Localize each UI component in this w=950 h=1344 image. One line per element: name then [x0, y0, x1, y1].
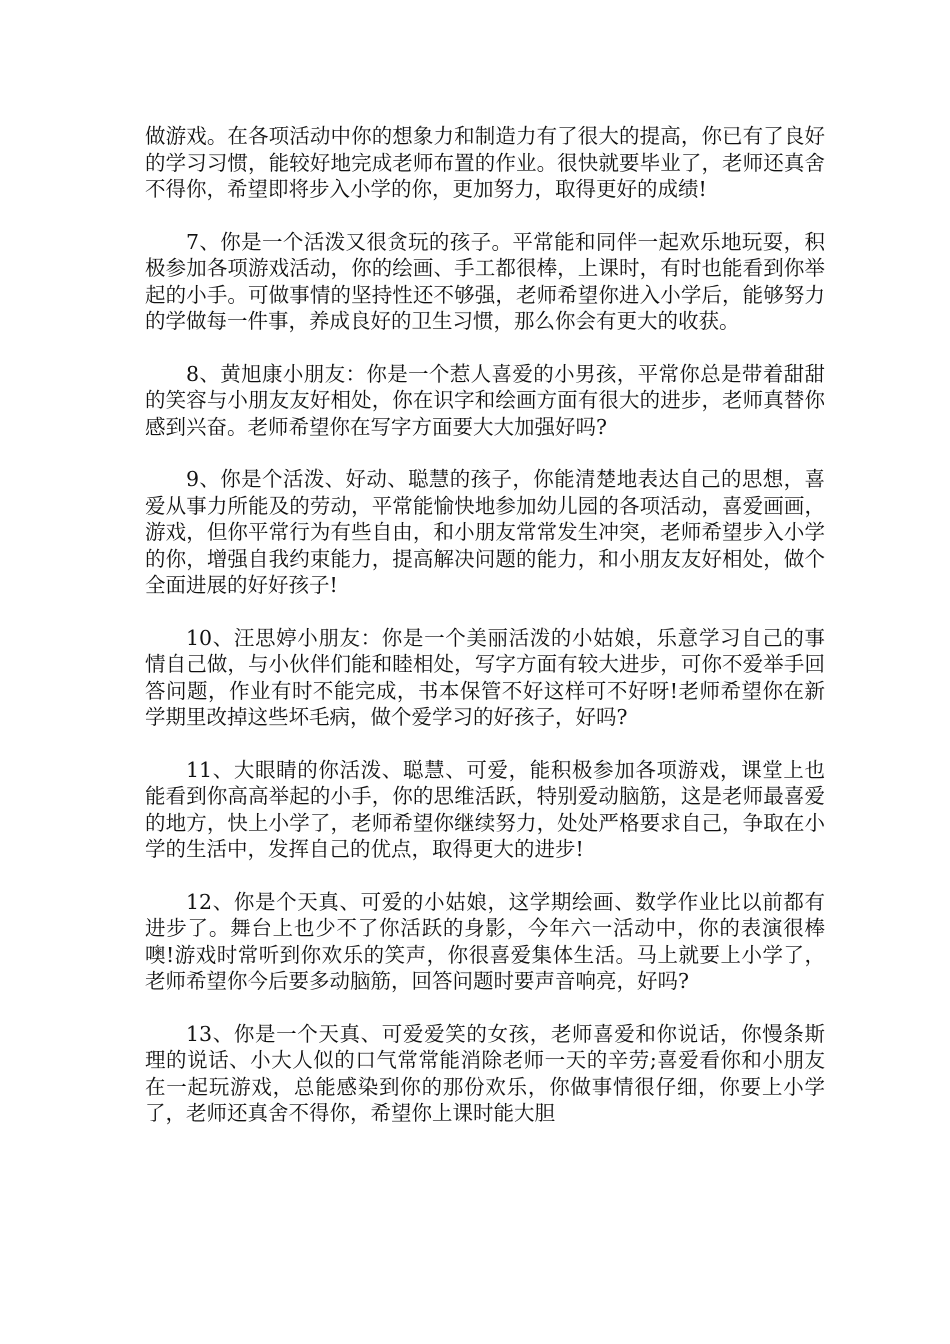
- paragraph-7: 7、你是一个活泼又很贪玩的孩子。平常能和同伴一起欢乐地玩耍，积极参加各项游戏活动，你的绘画、手工都很棒，上课时，有时也能看到你举起的小手。可做事情的坚持性还不够强，老师希望你进入小学后，能够努力的学做每一件事，养成良好的卫生习惯，那么你会有更大的收获。: [145, 229, 825, 333]
- document-body: [145, 123, 825, 1153]
- paragraph-8: 8、黄旭康小朋友：你是一个惹人喜爱的小男孩，平常你总是带着甜甜的笑容与小朋友友好相处，你在识字和绘画方面有很大的进步，老师真替你感到兴奋。老师希望你在写字方面要大大加强好吗?: [145, 361, 825, 439]
- paragraph-10: 10、汪思婷小朋友：你是一个美丽活泼的小姑娘，乐意学习自己的事情自己做，与小伙伴们能和睦相处，写字方面有较大进步，可你不爱举手回答问题，作业有时不能完成，书本保管不好这样可不好呀!老师希望你在新学期里改掉这些坏毛病，做个爱学习的好孩子，好吗?: [145, 625, 825, 729]
- paragraph-continued: 做游戏。在各项活动中你的想象力和制造力有了很大的提高，你已有了良好的学习习惯，能较好地完成老师布置的作业。很快就要毕业了，老师还真舍不得你，希望即将步入小学的你，更加努力，取得更好的成绩!: [145, 124, 825, 201]
- paragraph-12: 12、你是个天真、可爱的小姑娘，这学期绘画、数学作业比以前都有进步了。舞台上也少不了你活跃的身影，今年六一活动中，你的表演很棒噢!游戏时常听到你欢乐的笑声，你很喜爱集体生活。马上就要上小学了，老师希望你今后要多动脑筋，回答问题时要声音响亮，好吗?: [145, 889, 825, 993]
- paragraph-9: 9、你是个活泼、好动、聪慧的孩子，你能清楚地表达自己的思想，喜爱从事力所能及的劳动，平常能愉快地参加幼儿园的各项活动，喜爱画画，游戏，但你平常行为有些自由，和小朋友常常发生冲突，老师希望步入小学的你，增强自我约束能力，提高解决问题的能力，和小朋友友好相处，做个全面进展的好好孩子!: [145, 467, 825, 597]
- paragraph-13: 13、你是一个天真、可爱爱笑的女孩，老师喜爱和你说话，你慢条斯理的说话、小大人似的口气常常能消除老师一天的辛劳;喜爱看你和小朋友在一起玩游戏，总能感染到你的那份欢乐，你做事情很仔细，你要上小学了，老师还真舍不得你，希望你上课时能大胆: [145, 1021, 825, 1125]
- paragraph-11: 11、大眼睛的你活泼、聪慧、可爱，能积极参加各项游戏，课堂上也能看到你高高举起的小手，你的思维活跃，特别爱动脑筋，这是老师最喜爱的地方，快上小学了，老师希望你继续努力，处处严格要求自己，争取在小学的生活中，发挥自己的优点，取得更大的进步!: [145, 757, 825, 861]
